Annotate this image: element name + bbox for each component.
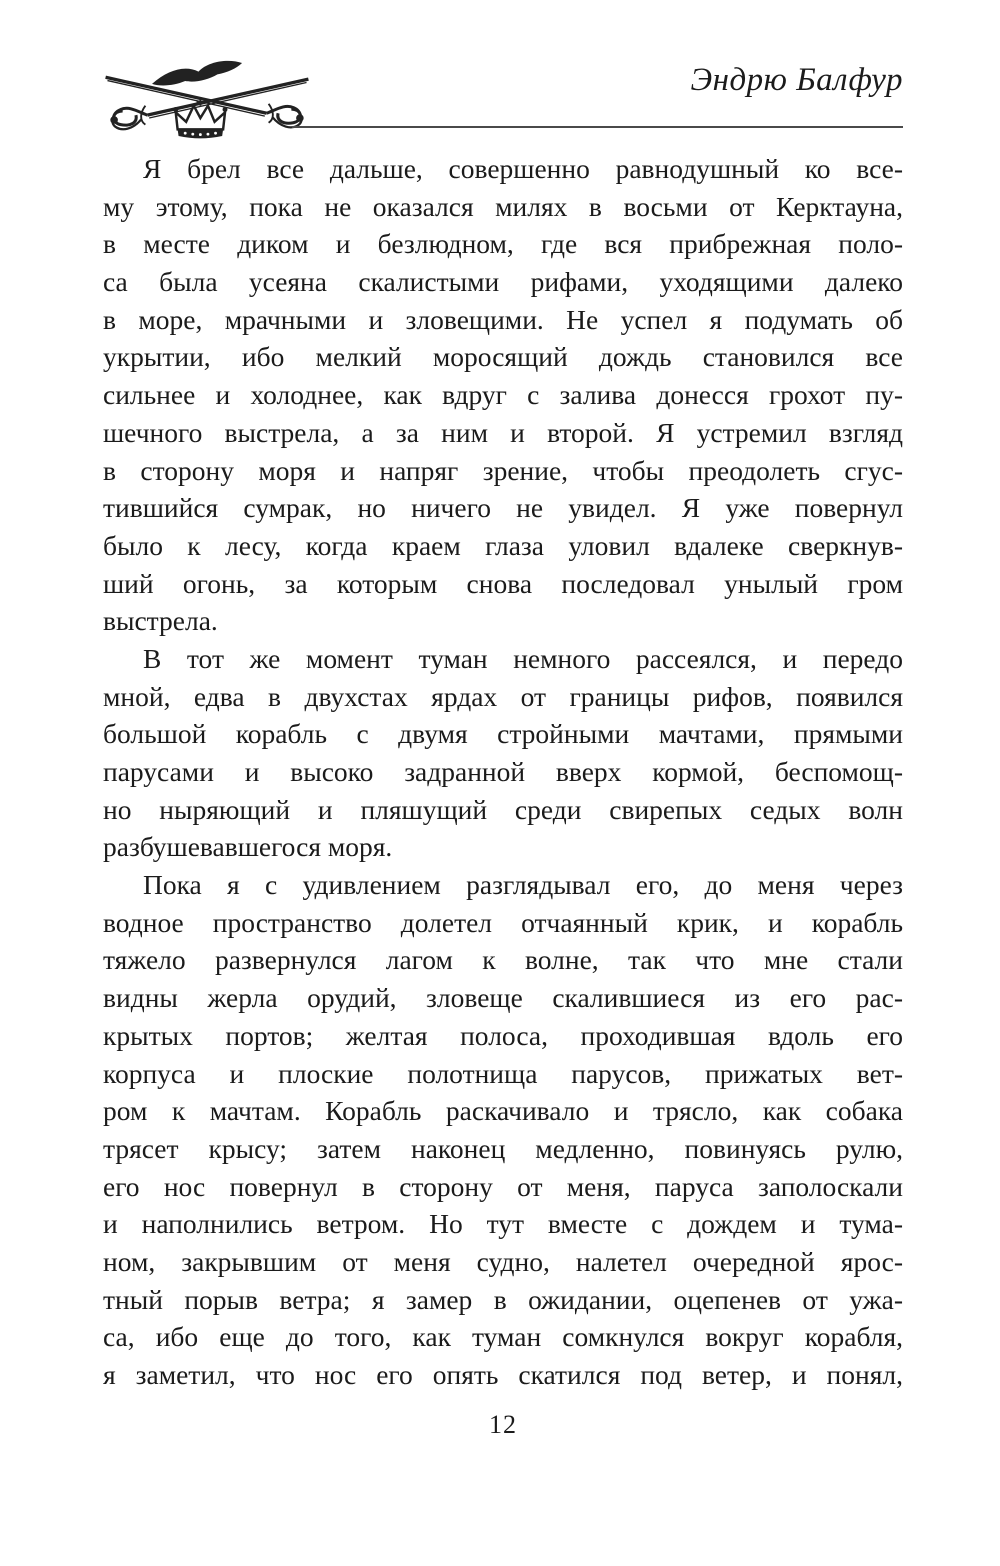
text-line: в море, мрачными и зловещими. Не успел я подумать об (103, 303, 903, 335)
page-number: 12 (489, 1410, 517, 1439)
text-line: водное пространство долетел отчаянный крик, и корабль (103, 906, 903, 938)
text-line: парусами и высоко задранной вверх кормой, беспомощ- (103, 756, 903, 787)
text-line: крытых портов; желтая полоса, проходившая вдоль его (103, 1019, 903, 1051)
crossed-swords-eagle-crown-icon (98, 56, 316, 144)
page-text (103, 150, 903, 1394)
text-line: укрытии, ибо мелкий моросящий дождь становился все (103, 341, 903, 373)
text-line: Я брел все дальше, совершенно равнодушный ко все- (143, 153, 903, 184)
paragraph (103, 640, 903, 866)
author-name: Эндрю Балфур (690, 62, 903, 98)
text-line: са, ибо еще до того, как туман сомкнулся вокруг корабля, (103, 1321, 903, 1353)
text-line: разбушевавшегося моря. (103, 831, 393, 863)
paragraph (103, 866, 903, 1394)
text-line: но ныряющий и пляшущий среди свирепых седых волн (103, 793, 903, 825)
text-line: са была усеяна скалистыми рифами, уходящими далеко (103, 266, 903, 298)
text-line: сильнее и холоднее, как вдруг с залива донесся грохот пу- (103, 379, 903, 411)
text-line: корпуса и плоские полотнища парусов, прижатых вет- (103, 1057, 903, 1089)
text-line: ший огонь, за которым снова последовал унылый гром (103, 567, 903, 599)
text-line: трясет крысу; затем наконец медленно, повинуясь рулю, (103, 1132, 903, 1164)
text-line: видны жерла орудий, зловеще скалившиеся из его рас- (103, 982, 903, 1014)
text-line: тный порыв ветра; я замер в ожидании, оцепенев от ужа- (103, 1283, 903, 1315)
text-line: в сторону моря и напряг зрение, чтобы преодолеть сгус- (103, 454, 903, 486)
text-line: тившийся сумрак, но ничего не увидел. Я уже повернул (103, 492, 903, 524)
text-line: му этому, пока не оказался милях в восьми от Керктауна, (103, 190, 903, 222)
text-line: шечного выстрела, а за ним и второй. Я устремил взгляд (103, 416, 903, 448)
text-line: тяжело развернулся лагом к волне, так что мне стали (103, 944, 903, 976)
text-line: его нос повернул в сторону от меня, паруса заполоскали (103, 1170, 903, 1202)
text-line: было к лесу, когда краем глаза уловил вдалеке сверкнув- (103, 529, 903, 561)
text-line: ром к мачтам. Корабль раскачивало и трясло, как собака (103, 1095, 903, 1127)
text-line: большой корабль с двумя стройными мачтами, прямыми (103, 718, 903, 750)
header-rule (292, 126, 903, 128)
text-line: ном, закрывшим от меня судно, налетел очередной ярос- (103, 1245, 903, 1277)
text-line: и наполнились ветром. Но тут вместе с дождем и тума- (103, 1208, 903, 1240)
page-header (0, 0, 1000, 146)
text-line: в месте диком и безлюдном, где вся прибрежная поло- (103, 228, 903, 260)
text-line: мной, едва в двухстах ярдах от границы рифов, появился (103, 680, 903, 712)
text-line: выстрела. (103, 605, 218, 637)
text-line: я заметил, что нос его опять скатился под ветер, и понял, (103, 1359, 903, 1390)
text-line: Пока я с удивлением разглядывал его, до меня через (143, 869, 903, 901)
text-line: В тот же момент туман немного рассеялся, и передо (143, 642, 903, 674)
paragraph (103, 150, 903, 640)
